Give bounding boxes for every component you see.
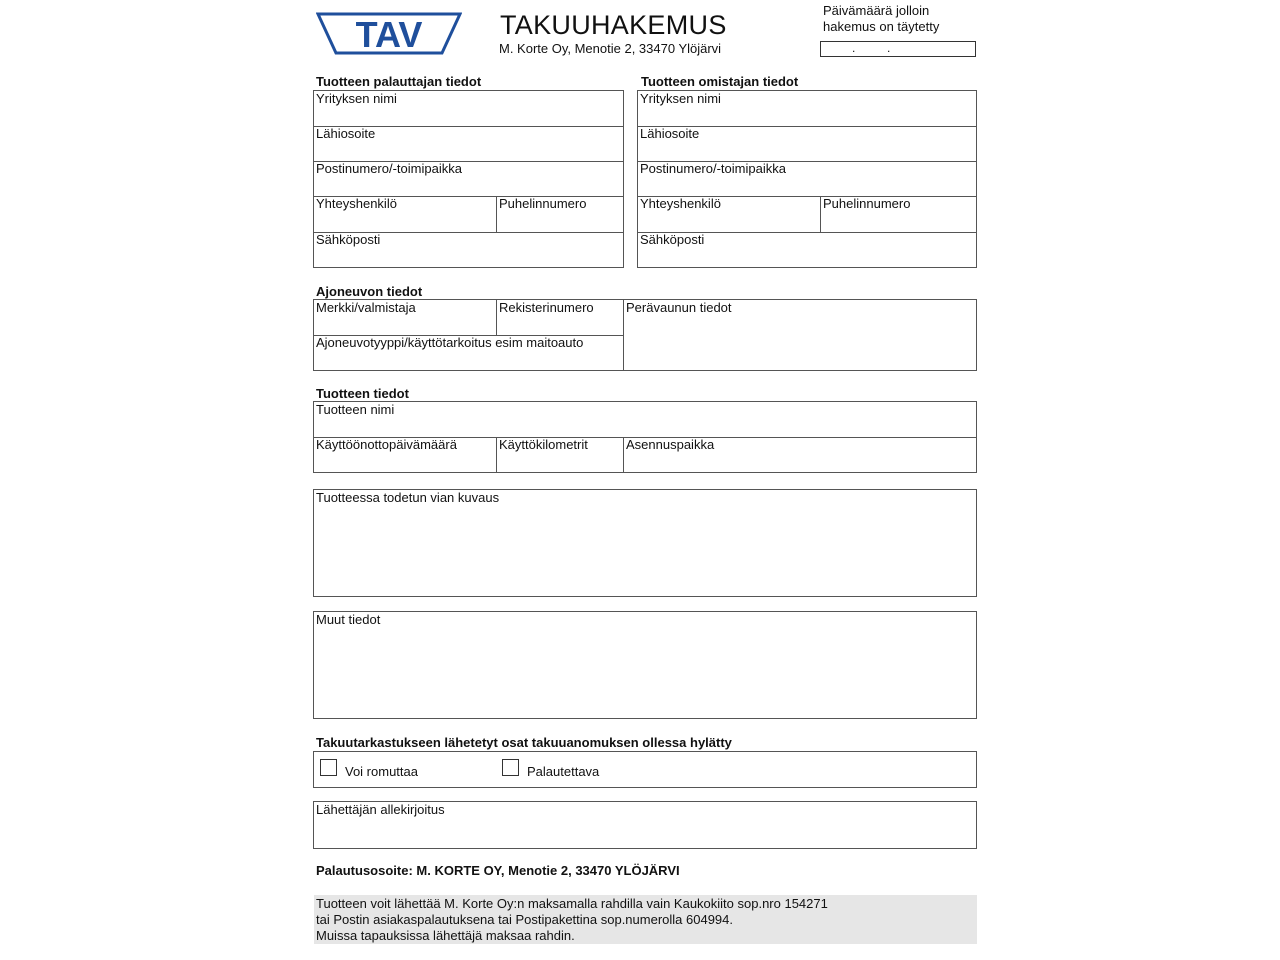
vehicle-make-field[interactable] [314,300,496,335]
vehicle-type-field[interactable] [314,335,623,370]
date-label-line2: hakemus on täytetty [823,19,940,34]
date-separator-1: . [852,41,856,55]
product-install-location-field[interactable] [624,437,976,472]
other-info-field[interactable] [313,611,977,719]
company-address: M. Korte Oy, Menotie 2, 33470 Ylöjärvi [499,41,722,56]
rejected-parts-options [313,751,977,788]
returner-contact-label: Yhteyshenkilö [316,196,397,211]
owner-phone-field[interactable] [821,196,976,232]
scrap-option-label: Voi romuttaa [345,764,418,779]
vehicle-section-title: Ajoneuvon tiedot [316,284,423,299]
returner-postal-label: Postinumero/-toimipaikka [316,161,462,176]
vehicle-trailer-label: Perävaunun tiedot [626,300,732,315]
owner-company-field[interactable] [638,91,976,126]
return-option-label: Palautettava [527,764,600,779]
vehicle-trailer-field[interactable] [624,300,976,370]
returner-company-label: Yrityksen nimi [316,91,397,106]
signature-field[interactable] [313,801,977,849]
tav-logo-text: TAV [355,14,423,55]
owner-company-label: Yrityksen nimi [640,91,721,106]
return-checkbox[interactable] [502,759,519,776]
returner-postal-field[interactable] [314,161,623,196]
vehicle-type-label: Ajoneuvotyyppi/käyttötarkoitus esim maitoauto [316,335,584,350]
vehicle-registration-label: Rekisterinumero [499,300,594,315]
tav-logo-graphic [316,12,462,55]
scrap-checkbox[interactable] [320,759,337,776]
date-label [823,3,993,35]
owner-form [637,90,977,268]
product-commission-date-label: Käyttöönottopäivämäärä [316,437,457,452]
date-label-line1: Päivämäärä jolloin [823,3,930,18]
returner-section-title: Tuotteen palauttajan tiedot [316,74,482,89]
document-title: TAKUUHAKEMUS [500,10,727,40]
returner-address-label: Lähiosoite [316,126,376,141]
owner-section-title: Tuotteen omistajan tiedot [641,74,799,89]
returner-company-field[interactable] [314,91,623,126]
vehicle-make-label: Merkki/valmistaja [316,300,416,315]
other-info-label: Muut tiedot [316,612,381,627]
date-separator-2: . [887,41,891,55]
owner-address-label: Lähiosoite [640,126,700,141]
returner-phone-field[interactable] [497,196,623,232]
signature-label: Lähettäjän allekirjoitus [316,802,445,817]
returner-address-field[interactable] [314,126,623,161]
vehicle-registration-field[interactable] [497,300,623,335]
shipping-note [314,895,977,944]
owner-contact-label: Yhteyshenkilö [640,196,721,211]
owner-contact-field[interactable] [638,196,820,232]
product-name-field[interactable] [314,402,976,437]
tav-logo [316,12,462,55]
returner-phone-label: Puhelinnumero [499,196,587,211]
vehicle-form [313,299,977,371]
returner-contact-field[interactable] [314,196,496,232]
product-commission-date-field[interactable] [314,437,496,472]
returner-email-label: Sähköposti [316,232,381,247]
rejected-parts-title: Takuutarkastukseen lähetetyt osat takuuanomuksen ollessa hylätty [316,735,732,750]
owner-address-field[interactable] [638,126,976,161]
shipping-note-line2: tai Postin asiakaspalautuksena tai Postipakettina sop.numerolla 604994. [316,912,733,927]
owner-postal-field[interactable] [638,161,976,196]
date-field[interactable] [820,41,976,57]
owner-email-field[interactable] [638,232,976,267]
product-mileage-label: Käyttökilometrit [499,437,588,452]
shipping-note-line1: Tuotteen voit lähettää M. Korte Oy:n maksamalla rahdilla vain Kaukokiito sop.nro 154271 [316,896,828,911]
product-install-location-label: Asennuspaikka [626,437,715,452]
product-mileage-field[interactable] [497,437,623,472]
return-address: Palautusosoite: M. KORTE OY, Menotie 2, 33470 YLÖJÄRVI [316,863,680,878]
fault-description-field[interactable] [313,489,977,597]
returner-form [313,90,624,268]
owner-email-label: Sähköposti [640,232,705,247]
product-name-label: Tuotteen nimi [316,402,395,417]
fault-description-label: Tuotteessa todetun vian kuvaus [316,490,500,505]
shipping-note-line3: Muissa tapauksissa lähettäjä maksaa rahdin. [316,928,575,943]
product-form [313,401,977,473]
owner-postal-label: Postinumero/-toimipaikka [640,161,786,176]
returner-email-field[interactable] [314,232,623,267]
product-section-title: Tuotteen tiedot [316,386,409,401]
owner-phone-label: Puhelinnumero [823,196,911,211]
